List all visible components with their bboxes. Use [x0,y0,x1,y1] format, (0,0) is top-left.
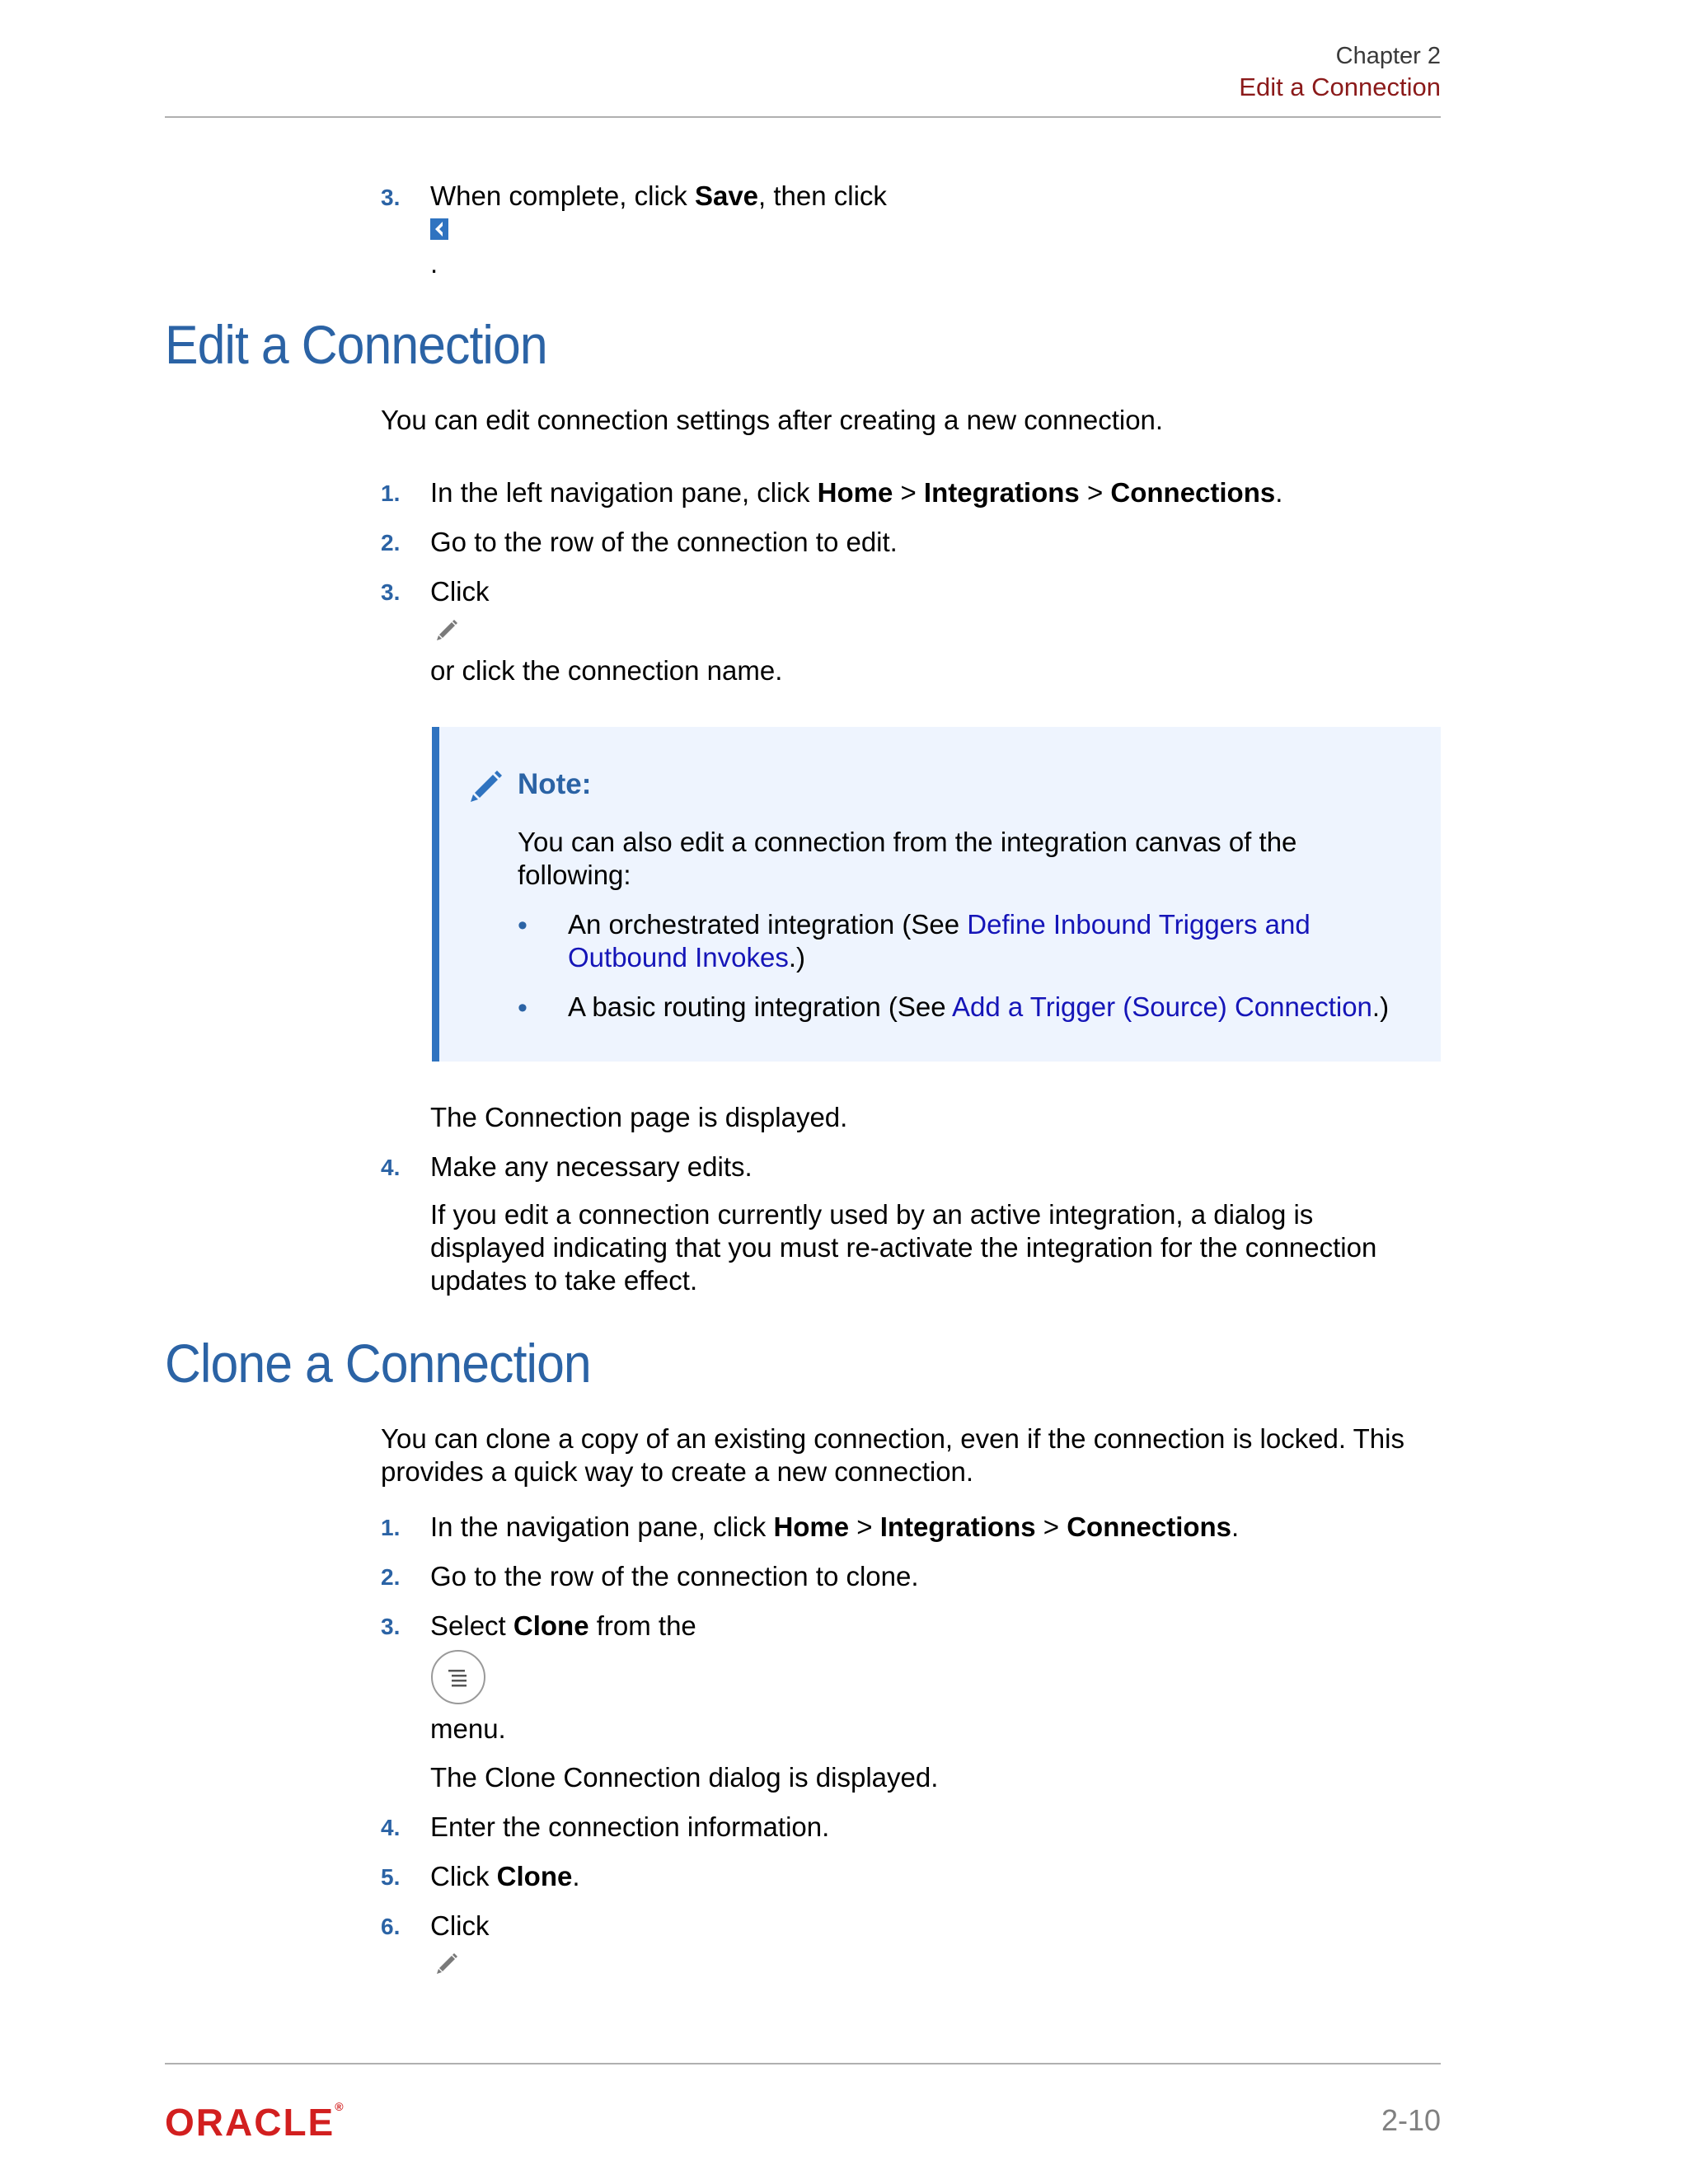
running-header-chapter: Chapter 2 [1335,43,1441,69]
step-text: In the navigation pane, click Home > Integrations > Connections. [430,1511,1240,1542]
bullet-dot: • [518,992,528,1024]
step-text: Click [430,576,490,607]
step-number: 3. [381,185,401,210]
link-define-inbound-triggers[interactable]: Define Inbound Triggers and Outbound Invokes [568,909,1311,972]
back-arrow-icon[interactable] [430,218,448,240]
footer-divider [165,2063,1441,2064]
pencil-icon[interactable] [434,616,461,643]
step-number: 4. [381,1815,401,1840]
note-text: You can also edit a connection from the integration canvas of the following: [518,827,1297,890]
step-text: Click [430,1910,490,1941]
step-result-text: The Clone Connection dialog is displayed. [430,1762,939,1793]
step-text: Go to the row of the connection to clone. [430,1561,919,1591]
oracle-logo: ORACLE® [165,2100,345,2144]
note-title: Note: [518,768,592,800]
step-text-continued: menu. [430,1713,506,1744]
step-text: Click Clone. [430,1861,580,1891]
hamburger-menu-icon[interactable] [430,1649,486,1705]
step-number: 1. [381,1515,401,1540]
step-text: In the left navigation pane, click Home > Integrations > Connections. [430,477,1283,508]
step-number: 2. [381,1564,401,1590]
pencil-icon[interactable] [434,1950,461,1976]
step-text: When complete, click Save, then click [430,180,887,211]
step-number: 1. [381,480,401,506]
section-intro: You can clone a copy of an existing connection, even if the connection is locked. This provides a quick way to create a new connection. [381,1423,1404,1487]
step-trailing-period: . [430,248,438,279]
step-number: 6. [381,1914,401,1939]
step-text: Go to the row of the connection to edit. [430,527,898,557]
page-number: 2-10 [1381,2103,1441,2137]
step-number: 2. [381,530,401,555]
step-text: Select Clone from the [430,1610,696,1641]
section-heading-edit-connection: Edit a Connection [165,314,547,375]
step-result-text: The Connection page is displayed. [430,1102,848,1132]
step-number: 3. [381,1614,401,1639]
section-heading-clone-connection: Clone a Connection [165,1333,591,1394]
step-number: 5. [381,1864,401,1890]
step-text: Make any necessary edits. [430,1151,753,1182]
header-divider [165,116,1441,118]
step-number: 3. [381,579,401,605]
section-intro: You can edit connection settings after creating a new connection. [381,405,1164,435]
step-text-continued: or click the connection name. [430,655,783,686]
link-add-trigger-source-connection[interactable]: Add a Trigger (Source) Connection [951,991,1372,1022]
note-pencil-icon [468,766,506,804]
note-bullet-item: An orchestrated integration (See Define Inbound Triggers and Outbound Invokes.) [568,909,1311,972]
step-text: Enter the connection information. [430,1811,830,1842]
note-bullet-item: A basic routing integration (See Add a Trigger (Source) Connection.) [568,991,1390,1022]
bullet-dot: • [518,910,528,941]
running-header-section: Edit a Connection [1239,73,1441,101]
step-detail: If you edit a connection currently used by an active integration, a dialog is displayed indicating that you must re-activate the integration for the connection updates to take effect. [430,1199,1377,1296]
step-number: 4. [381,1155,401,1180]
